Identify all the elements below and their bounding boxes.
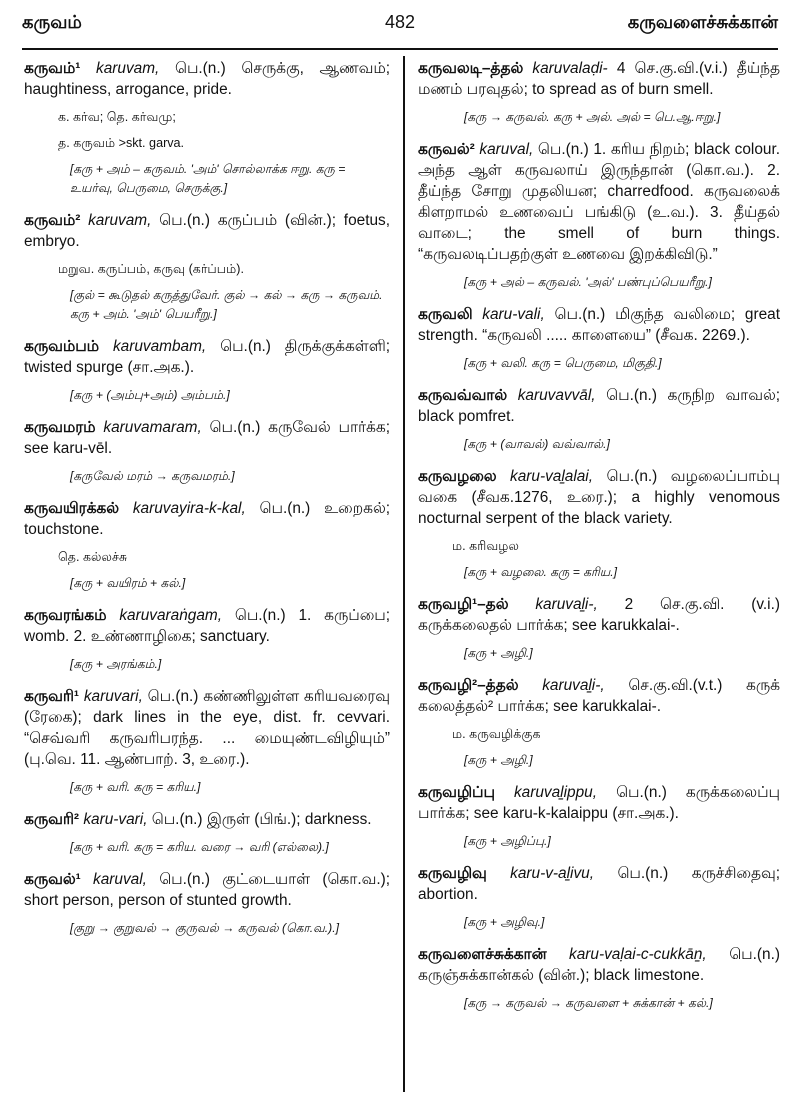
- dictionary-entry: [418, 139, 780, 265]
- dictionary-entry: [418, 304, 780, 346]
- page-number: 482: [384, 12, 416, 32]
- etymology-note: [கரு + வயிரம் + கல்.]: [70, 576, 186, 590]
- dictionary-entry: [418, 466, 780, 529]
- dictionary-entry: [24, 498, 390, 540]
- definition-text: பெ.(n.) கண்ணிலுள்ள கரியவரைவு (ரேகை); dark lines in the eye, dist. fr. cevvari. “செவ்வரி கருவரிபரந்த. ... மையுண்டவிழியும்” (பு.வெ. 11. ஆண்பாற். 3, உரை.).: [24, 688, 391, 768]
- definition-text: பெ.(n.) கருக்கலைப்பு பார்க்க; see karu-k-kalaippu (சா.அக.).: [418, 784, 780, 822]
- etymology-note: [குல் = கூடுதல் கருத்துவேர். குல் → கல் → கரு → கருவம். கரு + அம். 'அம்' பெயரீறு.]: [70, 288, 383, 321]
- definition-text: 4 செ.கு.வி.(v.i.) தீய்ந்த மணம் பரவுதல்; to spread as of burn smell.: [418, 60, 781, 98]
- right-column: [418, 58, 780, 1025]
- cognate-note: மறுவ. கருப்பம், கருவு (கர்ப்பம்).: [58, 262, 244, 276]
- dictionary-entry: [24, 809, 390, 830]
- dictionary-entry: [24, 210, 390, 252]
- headword: கருவழலை: [418, 468, 497, 485]
- etymology-note: [கரு + அழி.]: [464, 646, 533, 660]
- etymology-note: [கரு + (வாவல்) வவ்வால்.]: [464, 437, 610, 451]
- transliteration: karuvam,: [88, 212, 152, 229]
- transliteration: karu-vaḻalai,: [510, 468, 594, 485]
- right-guide-word: கருவளைச்சுக்கான்: [627, 12, 778, 32]
- definition-text: பெ.(n.) குட்டையாள் (கொ.வ.); short person, person of stunted growth.: [24, 871, 390, 909]
- headword: கருவவ்வால்: [418, 387, 508, 404]
- definition-text: பெ.(n.) கருப்பம் (வின்.); foetus, embryo.: [24, 212, 391, 250]
- headword: கருவயிரக்கல்: [24, 500, 120, 517]
- transliteration: karuvamaram,: [103, 419, 202, 436]
- page-header: [22, 8, 778, 40]
- definition-text: பெ.(n.) செருக்கு, ஆணவம்; haughtiness, arrogance, pride.: [24, 60, 390, 98]
- headword: கருவல்¹: [24, 871, 81, 888]
- headword: கருவலி: [418, 306, 473, 323]
- transliteration: karuvayira-k-kal,: [132, 500, 246, 517]
- headword: கருவழிப்பு: [418, 784, 495, 801]
- transliteration: karuval,: [93, 871, 147, 888]
- headword: கருவலடி–த்தல்: [418, 60, 524, 77]
- header-rule: [22, 48, 778, 50]
- definition-text: பெ.(n.) 1. கரிய நிறம்; black colour. அந்த ஆள் கருவலாய் இருந்தான் (கொ.வ.). 2. தீய்ந்த சோறு முதலியன; charredfood. கருவலைக் கிளறாமல் உணவைப் பங்கிடு (உ.வ.). 3. தீய்தல் வாடை; the smell of burn things. “கருவலடிப்பதற்குள் உணவை இறக்கிவிடு.”: [418, 141, 780, 263]
- headword: கருவழி¹–தல்: [418, 596, 509, 613]
- definition-text: செ.கு.வி.(v.t.) கருக் கலைத்தல்² பார்க்க; see karukkalai-.: [418, 677, 780, 715]
- transliteration: karu-vari,: [83, 811, 148, 828]
- headword: கருவம்¹: [24, 60, 81, 77]
- etymology-note: [கரு + அழிவு.]: [464, 915, 545, 929]
- etymology-note: [கரு + (அம்பு+அம்) அம்பம்.]: [70, 388, 230, 402]
- headword: கருவரி²: [24, 811, 80, 828]
- etymology-note: [கரு + அல் – கருவல். 'அல்' பண்புப்பெயரீறு.]: [464, 275, 712, 289]
- transliteration: karuvari,: [83, 688, 143, 705]
- dictionary-entry: [418, 863, 780, 905]
- definition-text: 2 செ.கு.வி. (v.i.) கருக்கலைதல் பார்க்க; see karukkalai-.: [418, 596, 780, 634]
- transliteration: karuvaraṅgam,: [119, 607, 222, 624]
- dictionary-entry: [24, 605, 390, 647]
- left-column: [24, 58, 390, 950]
- definition-text: பெ.(n.) திருக்குக்கள்ளி; twisted spurge (சா.அக.).: [24, 338, 390, 376]
- definition-text: பெ.(n.) கருஞ்சுக்கான்கல் (வின்.); black limestone.: [418, 946, 780, 984]
- etymology-note: [கரு + வரி. கரு = கரிய.]: [70, 780, 201, 794]
- cognate-note: தெ. கல்லச்சு: [58, 550, 128, 564]
- dictionary-entry: [418, 58, 780, 100]
- transliteration: karuvambam,: [112, 338, 207, 355]
- etymology-note: [கரு + அழிப்பு.]: [464, 834, 551, 848]
- definition-text: பெ.(n.) கருநிற வாவல்; black pomfret.: [418, 387, 780, 425]
- transliteration: karu-vaḷai-c-cukkāṉ,: [569, 946, 707, 963]
- headword: கருவழிவு: [418, 865, 487, 882]
- cognate-note: ம. கருவழிக்குக: [452, 727, 541, 741]
- etymology-note: [கரு → கருவல் → கருவளை + சுக்கான் + கல்.]: [464, 996, 713, 1010]
- dictionary-entry: [418, 594, 780, 636]
- etymology-note: [கரு + வழலை. கரு = கரிய.]: [464, 565, 618, 579]
- transliteration: karuvalaḍi-: [532, 60, 608, 77]
- headword: கருவரி¹: [24, 688, 80, 705]
- definition-text: பெ.(n.) வழலைப்பாம்பு வகை (சீவக.1276, உரை.); a highly venomous nocturnal serpent of the black variety.: [418, 468, 780, 527]
- cognate-note: க. கர்வ; தெ. கர்வமு;: [58, 110, 176, 124]
- dictionary-entry: [418, 675, 780, 717]
- headword: கருவம்²: [24, 212, 81, 229]
- transliteration: karuvaḻippu,: [513, 784, 597, 801]
- dictionary-entry: [418, 782, 780, 824]
- etymology-note: [கரு → கருவல். கரு + அல். அல் = பெ.ஆ.ஈறு.]: [464, 110, 721, 124]
- definition-text: பெ.(n.) கருச்சிதைவு; abortion.: [418, 865, 780, 903]
- headword: கருவல்²: [418, 141, 475, 158]
- column-divider: [403, 56, 405, 1092]
- dictionary-entry: [418, 944, 780, 986]
- headword: கருவம்பம்: [24, 338, 100, 355]
- cognate-note: ம. கரிவழல: [452, 539, 519, 553]
- left-guide-word: கருவம்: [22, 12, 82, 32]
- headword: கருவரங்கம்: [24, 607, 107, 624]
- definition-text: பெ.(n.) மிகுந்த வலிமை; great strength. “கருவலி ..... காளையை” (சீவக. 2269.).: [418, 306, 780, 344]
- etymology-note: [கரு + அம் – கருவம். 'அம்' சொல்லாக்க ஈறு. கரு = உயர்வு, பெருமை, செருக்கு.]: [70, 162, 346, 195]
- definition-text: பெ.(n.) 1. கருப்பை; womb. 2. உண்ணாழிகை; sanctuary.: [24, 607, 390, 645]
- definition-text: பெ.(n.) உறைகல்; touchstone.: [24, 500, 390, 538]
- transliteration: karu-v-aḻivu,: [510, 865, 594, 882]
- dictionary-entry: [24, 869, 390, 911]
- dictionary-entry: [24, 336, 390, 378]
- etymology-note: [கரு + அரங்கம்.]: [70, 657, 162, 671]
- dictionary-entry: [418, 385, 780, 427]
- transliteration: karuvavvāl,: [517, 387, 596, 404]
- headword: கருவமரம்: [24, 419, 96, 436]
- cognate-note: த. கருவம் >skt. garva.: [58, 136, 185, 150]
- etymology-note: [கரு + வலி. கரு = பெருமை, மிகுதி.]: [464, 356, 662, 370]
- etymology-note: [கருவேல் மரம் → கருவமரம்.]: [70, 469, 235, 483]
- dictionary-entry: [24, 686, 390, 770]
- etymology-note: [கரு + அழி.]: [464, 753, 533, 767]
- headword: கருவளைச்சுக்கான்: [418, 946, 547, 963]
- definition-text: பெ.(n.) கருவேல் பார்க்க; see karu-vēl.: [24, 419, 390, 457]
- dictionary-entry: [24, 417, 390, 459]
- etymology-note: [கரு + வரி. கரு = கரிய. வரை → வரி (எல்லை).]: [70, 840, 329, 854]
- dictionary-entry: [24, 58, 390, 100]
- definition-text: பெ.(n.) இருள் (பிங்.); darkness.: [151, 811, 372, 828]
- transliteration: karuvam,: [96, 60, 160, 77]
- headword: கருவழி²–த்தல்: [418, 677, 519, 694]
- transliteration: karuvaḻi-,: [535, 596, 598, 613]
- transliteration: karu-vali,: [482, 306, 545, 323]
- transliteration: karuval,: [479, 141, 534, 158]
- etymology-note: [குறு → குறுவல் → குருவல் → கருவல் (கொ.வ.).]: [70, 921, 340, 935]
- transliteration: karuvaḻi-,: [542, 677, 605, 694]
